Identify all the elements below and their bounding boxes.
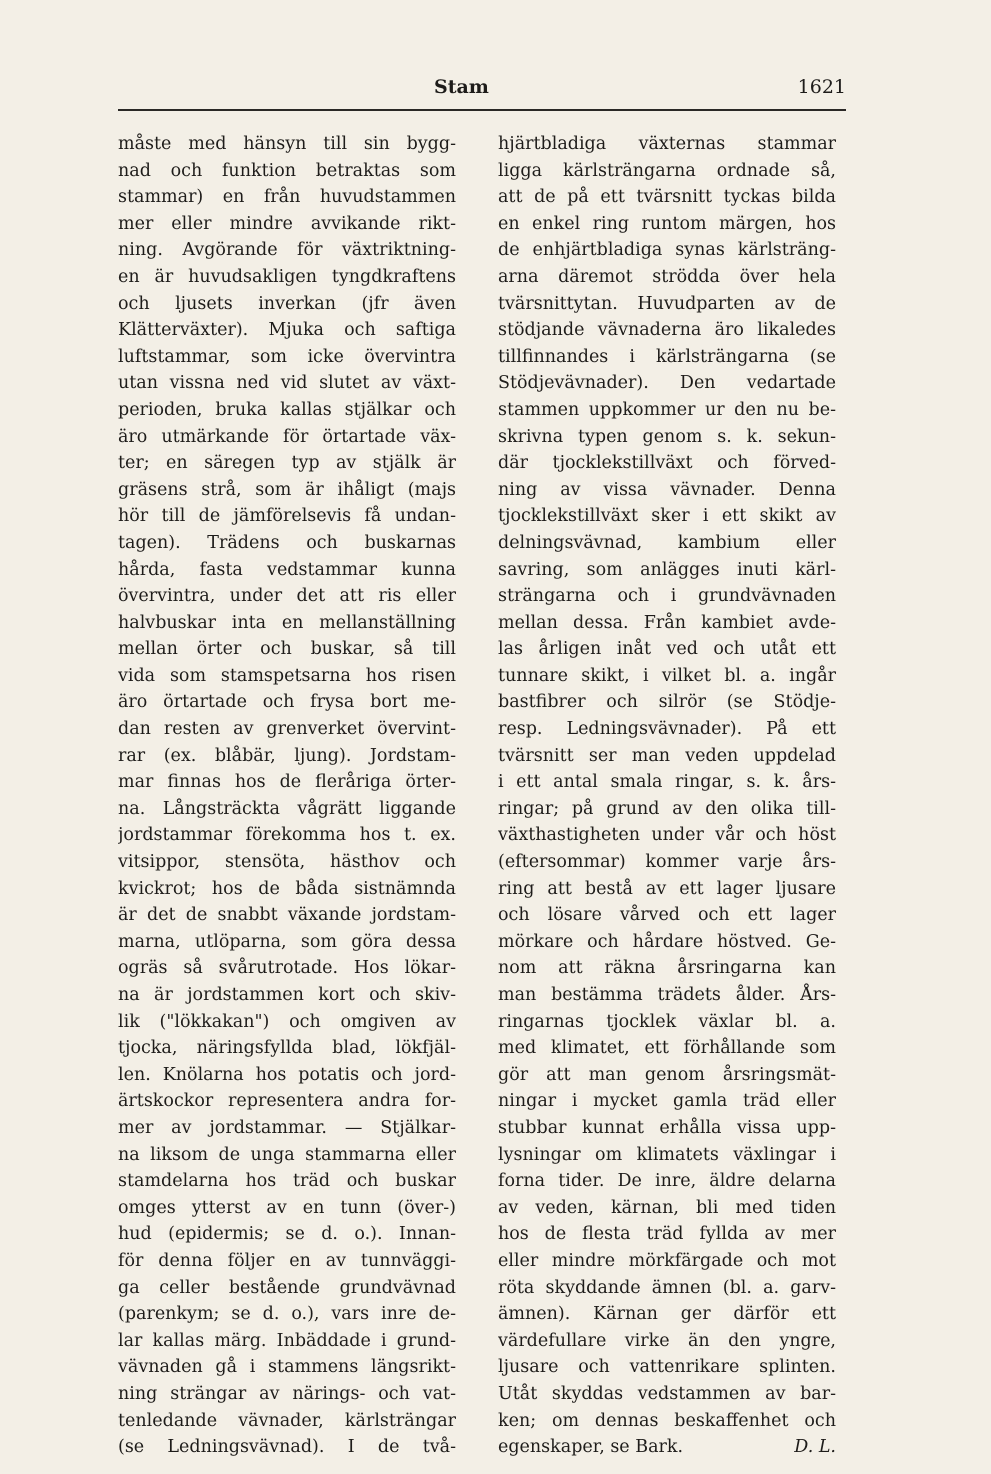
text-line: rar (ex. blåbär, ljung). Jordstam- [118, 745, 456, 766]
text-line: ken; om dennas beskaffenhet och [498, 1410, 836, 1431]
text-line: mer av jordstammar. — Stjälkar- [118, 1117, 456, 1138]
text-line: vida som stamspetsarna hos risen [118, 665, 456, 686]
text-line: tunnare skikt, i vilket bl. a. ingår [498, 665, 836, 686]
text-line: mar finnas hos de fleråriga örter- [118, 772, 456, 793]
text-line: övervintra, under det att ris eller [118, 586, 456, 607]
text-line: bastfibrer och silrör (se Stödje- [498, 692, 836, 713]
text-line: ter; en säregen typ av stjälk är [118, 453, 456, 474]
text-line: hjärtbladiga växternas stammar [498, 134, 836, 154]
text-line: tvärsnittytan. Huvudparten av de [498, 293, 836, 314]
page-header [118, 72, 846, 102]
text-line: marna, utlöparna, som göra dessa [118, 931, 456, 952]
text-line: resp. Ledningsvävnader). På ett [498, 719, 836, 740]
text-line: hud (epidermis; se d. o.). Innan- [118, 1224, 456, 1245]
text-line: vitsippor, stensöta, hästhov och [118, 852, 456, 873]
text-line: nom att räkna årsringarna kan [498, 958, 836, 979]
text-line: lar kallas märg. Inbäddade i grund- [118, 1330, 456, 1351]
text-line: utan vissna ned vid slutet av växt- [118, 373, 456, 394]
text-line: jordstammar förekomma hos t. ex. [118, 825, 456, 846]
text-line: man bestämma trädets ålder. Års- [498, 985, 836, 1005]
text-line: skrivna typen genom s. k. sekun- [498, 426, 836, 447]
text-line: ligga kärlsträngarna ordnade så, [498, 160, 836, 181]
text-line: ningar i mycket gamla träd eller [498, 1091, 836, 1112]
text-line: forna tider. De inre, äldre delarna [498, 1171, 836, 1192]
text-line: ning av vissa vävnader. Denna [498, 479, 836, 500]
text-line: ämnen). Kärnan ger därför ett [498, 1304, 836, 1325]
text-line: i ett antal smala ringar, s. k. års- [498, 772, 836, 793]
text-line: en är huvudsakligen tyngdkraftens [118, 266, 456, 287]
text-line: ringar; på grund av den olika till- [498, 798, 836, 819]
left-column [118, 131, 456, 1461]
header-rule [118, 109, 846, 111]
text-line: röta skyddande ämnen (bl. a. garv- [498, 1277, 836, 1298]
text-line: tjocklekstillväxt sker i ett skikt av [498, 506, 836, 527]
text-line: Stödjevävnader). Den vedartade [498, 373, 836, 394]
text-line: lysningar om klimatets växlingar i [498, 1144, 836, 1165]
text-line: och lösare vårved och ett lager [498, 905, 836, 926]
text-line: måste med hänsyn till sin bygg- [118, 134, 456, 154]
text-line: las årligen inåt ved och utåt ett [498, 639, 836, 660]
text-line: mörkare och hårdare höstved. Ge- [498, 931, 836, 952]
text-line: där tjocklekstillväxt och förved- [498, 453, 836, 474]
running-head: Stam [434, 76, 489, 98]
text-line: eller mindre mörkfärgade och mot [498, 1250, 836, 1271]
text-line: na liksom de unga stammarna eller [118, 1144, 456, 1165]
text-line: stammar) en från huvudstammen [118, 187, 456, 208]
right-column [498, 131, 836, 1461]
text-line: gör att man genom årsringsmät- [498, 1064, 836, 1085]
text-line: vävnaden gå i stammens längsrikt- [118, 1357, 456, 1378]
text-line: gräsens strå, som är ihåligt (majs [118, 479, 456, 500]
text-line: perioden, bruka kallas stjälkar och [118, 399, 456, 420]
text-line: Klätterväxter). Mjuka och saftiga [118, 320, 456, 341]
text-line: växthastigheten under vår och höst [498, 825, 836, 846]
author-signature: D. L. [794, 1437, 836, 1458]
text-line: savring, som anlägges inuti kärl- [498, 559, 836, 580]
text-line: ogräs så svårutrotade. Hos lökar- [118, 958, 456, 979]
text-line: mellan örter och buskar, så till [118, 639, 456, 660]
text-line: stödjande vävnaderna äro likaledes [498, 320, 836, 341]
text-line: tvärsnitt ser man veden uppdelad [498, 745, 836, 766]
text-line: lik ("lökkakan") och omgiven av [118, 1011, 456, 1032]
text-line: nad och funktion betraktas som [118, 160, 456, 181]
text-line: ning strängar av närings- och vat- [118, 1383, 456, 1404]
text-line: Utåt skyddas vedstammen av bar- [498, 1383, 836, 1404]
text-line: stamdelarna hos träd och buskar [118, 1171, 456, 1192]
text-line: halvbuskar inta en mellanställning [118, 612, 456, 633]
text-line: och ljusets inverkan (jfr även [118, 293, 456, 314]
closing-text: egenskaper, se Bark. [498, 1437, 684, 1458]
text-line: med klimatet, ett förhållande som [498, 1038, 836, 1059]
text-line: äro utmärkande för örtartade väx- [118, 426, 456, 447]
closing-line [498, 1434, 836, 1461]
text-line: kvickrot; hos de båda sistnämnda [118, 878, 456, 899]
text-line: värdefullare virke än den yngre, [498, 1330, 836, 1351]
text-line: ärtskockor representera andra for- [118, 1091, 456, 1112]
text-line: tagen). Trädens och buskarnas [118, 532, 456, 553]
text-line: strängarna och i grundvävnaden [498, 586, 836, 607]
text-line: ringarnas tjocklek växlar bl. a. [498, 1011, 836, 1032]
text-line: hör till de jämförelsevis få undan- [118, 506, 456, 527]
text-line: delningsvävnad, kambium eller [498, 532, 836, 553]
text-line: att de på ett tvärsnitt tyckas bilda [498, 187, 836, 208]
text-line: len. Knölarna hos potatis och jord- [118, 1064, 456, 1085]
text-line: för denna följer en av tunnväggi- [118, 1250, 456, 1271]
text-line: tillfinnandes i kärlsträngarna (se [498, 346, 836, 367]
text-line: na är jordstammen kort och skiv- [118, 985, 456, 1005]
text-line: (parenkym; se d. o.), vars inre de- [118, 1304, 456, 1325]
text-line: mellan dessa. Från kambiet avde- [498, 612, 836, 633]
text-line: av veden, kärnan, bli med tiden [498, 1197, 836, 1218]
text-line: tenledande vävnader, kärlsträngar [118, 1410, 456, 1431]
text-line: na. Långsträckta vågrätt liggande [118, 798, 456, 819]
text-line: (se Ledningsvävnad). I de två- [118, 1437, 456, 1458]
text-line: ring att bestå av ett lager ljusare [498, 878, 836, 899]
text-line: de enhjärtbladiga synas kärlsträng- [498, 240, 836, 261]
page-number: 1621 [797, 76, 846, 98]
text-line: ljusare och vattenrikare splinten. [498, 1357, 836, 1378]
text-line: hårda, fasta vedstammar kunna [118, 559, 456, 580]
text-line: äro örtartade och frysa bort me- [118, 692, 456, 713]
text-line: mer eller mindre avvikande rikt- [118, 213, 456, 234]
text-line: ning. Avgörande för växtriktning- [118, 240, 456, 261]
text-line: en enkel ring runtom märgen, hos [498, 213, 836, 234]
text-line: dan resten av grenverket övervint- [118, 719, 456, 740]
text-line: tjocka, näringsfyllda blad, lökfjäl- [118, 1038, 456, 1059]
text-line: (eftersommar) kommer varje års- [498, 852, 836, 873]
text-line: är det de snabbt växande jordstam- [118, 905, 456, 926]
text-line: hos de flesta träd fyllda av mer [498, 1224, 836, 1245]
text-line: arna däremot strödda över hela [498, 266, 836, 287]
text-line: stubbar kunnat erhålla vissa upp- [498, 1117, 836, 1138]
text-line: ga celler bestående grundvävnad [118, 1277, 456, 1298]
text-line: luftstammar, som icke övervintra [118, 346, 456, 367]
text-line: omges ytterst av en tunn (över-) [118, 1197, 456, 1218]
text-line: stammen uppkommer ur den nu be- [498, 399, 836, 420]
